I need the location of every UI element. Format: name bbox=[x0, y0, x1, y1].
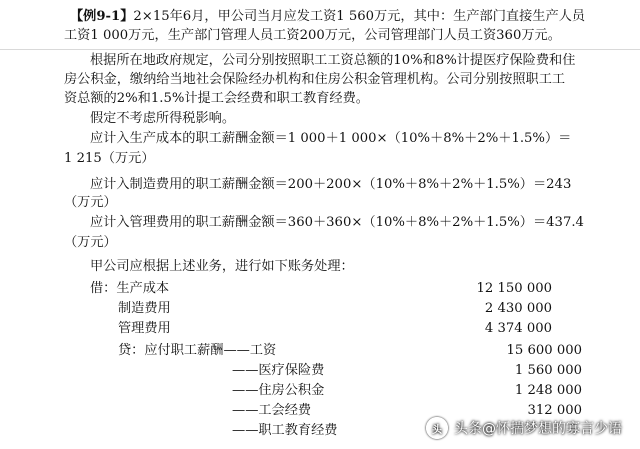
debit-admin-amount: 4 374 000 bbox=[484, 321, 552, 336]
debit-production-label: 借：生产成本 bbox=[90, 281, 170, 296]
calc-admin-line-2: （万元） bbox=[64, 235, 117, 250]
credit-education-label: ——职工教育经费 bbox=[232, 423, 338, 438]
example-line-1: 2×15年6月，甲公司当月应发工资1 560万元，其中：生产部门直接生产人员 bbox=[133, 9, 586, 24]
journal-intro: 甲公司应根据上述业务，进行如下账务处理： bbox=[90, 259, 354, 274]
divider bbox=[0, 49, 640, 50]
credit-wages-amount: 15 600 000 bbox=[506, 343, 582, 358]
calc-production-line-2: 1 215（万元） bbox=[64, 151, 155, 166]
credit-medical-amount: 1 560 000 bbox=[514, 363, 582, 378]
calc-manufacturing-line-1: 应计入制造费用的职工薪酬金额＝200＋200×（10%＋8%＋2%＋1.5%）＝243 bbox=[90, 177, 572, 192]
paragraph-2-line-3: 资总额的2%和1.5%计提工会经费和职工教育经费。 bbox=[64, 91, 369, 106]
credit-housing-amount: 1 248 000 bbox=[514, 383, 582, 398]
toutiao-logo-icon: 头 bbox=[426, 417, 448, 439]
debit-admin-label: 管理费用 bbox=[118, 321, 171, 336]
example-heading-line bbox=[70, 8, 585, 26]
credit-medical-label: ——医疗保险费 bbox=[232, 363, 325, 378]
watermark bbox=[426, 417, 622, 439]
assumption-text: 假定不考虑所得税影响。 bbox=[90, 111, 236, 126]
calc-manufacturing-line-2: （万元） bbox=[64, 195, 117, 210]
paragraph-2-line-1: 根据所在地政府规定，公司分别按照职工工资总额的10%和8%计提医疗保险费和住 bbox=[90, 53, 576, 68]
paragraph-2-line-2: 房公积金，缴纳给当地社会保险经办机构和住房公积金管理机构。公司分别按照职工工 bbox=[64, 72, 566, 87]
debit-manufacturing-label: 制造费用 bbox=[118, 301, 171, 316]
example-line-2: 工资1 000万元，生产部门管理人员工资200万元，公司管理部门人员工资360万元。 bbox=[64, 28, 561, 43]
example-tag: 【例9-1】 bbox=[70, 9, 134, 24]
calc-admin-line-1: 应计入管理费用的职工薪酬金额＝360＋360×（10%＋8%＋2%＋1.5%）＝437.4 bbox=[90, 215, 584, 230]
calc-production-line-1: 应计入生产成本的职工薪酬金额＝1 000＋1 000×（10%＋8%＋2%＋1.5%）＝ bbox=[90, 131, 572, 146]
credit-wages-label: 贷：应付职工薪酬——工资 bbox=[118, 343, 277, 358]
credit-housing-label: ——住房公积金 bbox=[232, 383, 325, 398]
watermark-text: 头条@怀揣梦想的寡言少语 bbox=[454, 421, 622, 437]
credit-union-amount: 312 000 bbox=[527, 403, 582, 418]
debit-production-amount: 12 150 000 bbox=[476, 281, 552, 296]
credit-union-label: ——工会经费 bbox=[232, 403, 312, 418]
debit-manufacturing-amount: 2 430 000 bbox=[484, 301, 552, 316]
